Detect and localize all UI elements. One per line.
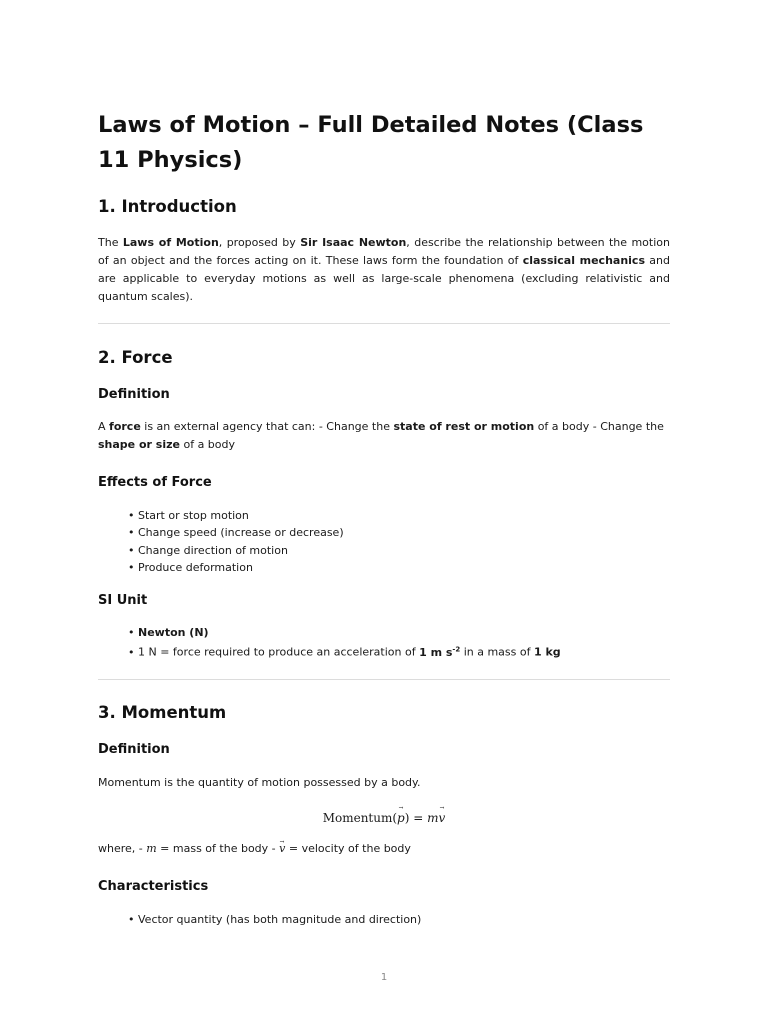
list-item: • Change direction of motion [128,542,344,559]
subheading-si-unit: SI Unit [98,593,148,608]
section-heading-force: 2. Force [98,348,173,367]
momentum-definition-paragraph: Momentum is the quantity of motion possessed by a body. [98,776,421,789]
page-number: 1 [380,972,388,983]
section-heading-momentum: 3. Momentum [98,703,227,722]
section-divider [98,323,670,324]
subheading-momentum-definition: Definition [98,742,170,757]
effects-list [128,507,344,576]
list-item: • Newton (N) [128,624,561,641]
list-item: • 1 N = force required to produce an acceleration of 1 m $s^{-2}$ in a mass of 1 kg [128,641,561,661]
intro-paragraph: The Laws of Motion, proposed by Sir Isaac Newton, describe the relationship between the motion of an object and the forces acting on it. These laws form the foundation of classical mechanics and are applicable to everyday motions as well as large-scale phenomena (excluding relativistic and quantum scales). [98,236,670,303]
subheading-characteristics: Characteristics [98,879,209,894]
list-item: • Vector quantity (has both magnitude and direction) [128,911,421,928]
page-title: Laws of Motion – Full Detailed Notes (Class 11 Physics) [98,112,644,173]
momentum-where-paragraph: where, - m = mass of the body - v → = velocity of the body [98,840,670,858]
list-item: • Produce deformation [128,559,344,576]
list-item: • Start or stop motion [128,507,344,524]
subheading-effects-of-force: Effects of Force [98,475,212,490]
list-item: • Change speed (increase or decrease) [128,524,344,541]
momentum-formula: Momentum(p →) = mv → [98,811,670,825]
subheading-force-definition: Definition [98,387,170,402]
section-divider [98,679,670,680]
si-unit-list [128,624,561,661]
characteristics-list [128,911,421,928]
force-definition-paragraph: A force is an external agency that can: - Change the state of rest or motion of a body - Change the shape or size of a body [98,420,664,451]
section-heading-introduction: 1. Introduction [98,197,237,216]
